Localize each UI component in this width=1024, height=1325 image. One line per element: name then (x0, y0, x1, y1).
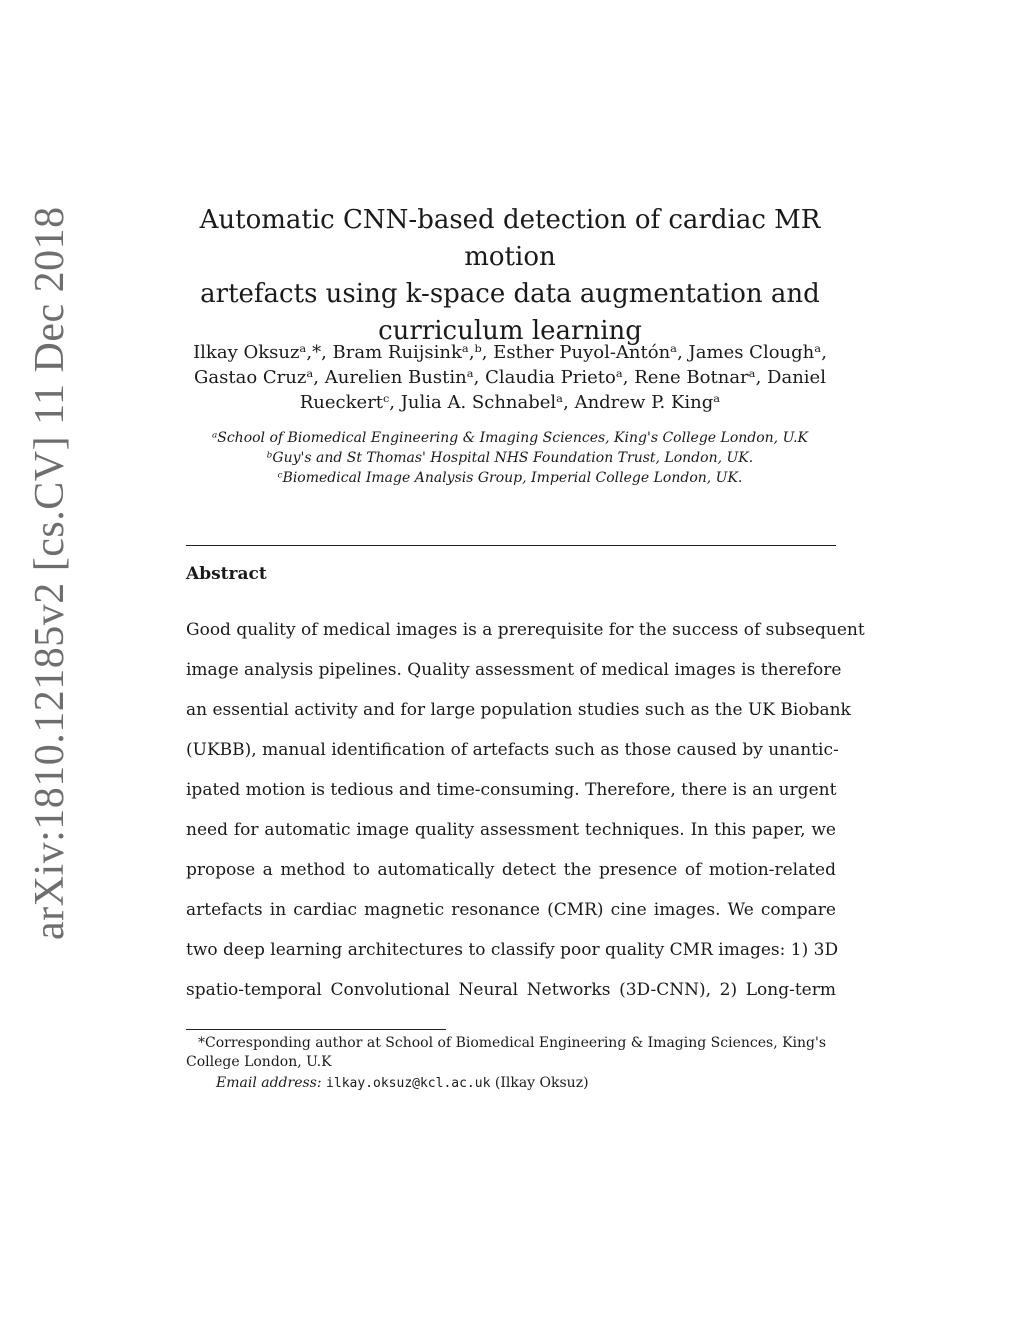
email-label: Email address: (216, 1075, 322, 1091)
affiliation-a: ᵃSchool of Biomedical Engineering & Imaging Sciences, King's College London, U.K (211, 430, 809, 446)
title-line-2: artefacts using k-space data augmentation and (200, 279, 820, 309)
footnote-rule (186, 1029, 446, 1030)
author-list (170, 340, 850, 415)
footnote-line-2: College London, U.K (186, 1054, 332, 1070)
footnote-line-1: *Corresponding author at School of Biomedical Engineering & Imaging Sciences, King's (198, 1035, 827, 1051)
title-line-3: curriculum learning (378, 316, 642, 346)
authors-line-2: Gastao Cruzᵃ, Aurelien Bustinᵃ, Claudia Prietoᵃ, Rene Botnarᵃ, Daniel (194, 367, 826, 388)
abstract-line: Good quality of medical images is a prerequisite for the success of subsequent (186, 620, 865, 640)
abstract-body (186, 610, 865, 1010)
corresponding-author-footnote (186, 1034, 836, 1093)
abstract-line: two deep learning architectures to classify poor quality CMR images: 1) 3D (186, 940, 839, 960)
authors-line-3: Rueckertᶜ, Julia A. Schnabelᵃ, Andrew P. Kingᵃ (299, 392, 721, 413)
abstract-line: image analysis pipelines. Quality assessment of medical images is therefore (186, 660, 842, 680)
affiliation-c: ᶜBiomedical Image Analysis Group, Imperial College London, UK. (277, 470, 743, 486)
abstract-heading: Abstract (186, 564, 267, 584)
arxiv-identifier-stamp: arXiv:1810.12185v2 [cs.CV] 11 Dec 2018 (27, 206, 73, 940)
abstract-line: (UKBB), manual identification of artefacts such as those caused by unantic- (186, 740, 839, 760)
footnote-email-line (186, 1074, 836, 1093)
paper-title (160, 202, 860, 350)
abstract-line: spatio-temporal Convolutional Neural Networks (3D-CNN), 2) Long-term (186, 980, 836, 1000)
abstract-top-rule (186, 545, 836, 546)
affiliation-list (170, 428, 850, 488)
abstract-line: artefacts in cardiac magnetic resonance (CMR) cine images. We compare (186, 900, 836, 920)
abstract-line: propose a method to automatically detect the presence of motion-related (186, 860, 836, 880)
abstract-line: an essential activity and for large population studies such as the UK Biobank (186, 700, 851, 720)
authors-line-1: Ilkay Oksuzᵃ,*, Bram Ruijsinkᵃ,ᵇ, Esther Puyol-Antónᵃ, James Cloughᵃ, (193, 342, 827, 363)
email-link[interactable]: ilkay.oksuz@kcl.ac.uk (326, 1076, 491, 1091)
affiliation-b: ᵇGuy's and St Thomas' Hospital NHS Foundation Trust, London, UK. (266, 450, 754, 466)
abstract-line: ipated motion is tedious and time-consuming. Therefore, there is an urgent (186, 780, 837, 800)
abstract-line: need for automatic image quality assessment techniques. In this paper, we (186, 820, 836, 840)
email-owner-name: (Ilkay Oksuz) (494, 1075, 589, 1091)
title-line-1: Automatic CNN-based detection of cardiac MR motion (199, 205, 821, 272)
